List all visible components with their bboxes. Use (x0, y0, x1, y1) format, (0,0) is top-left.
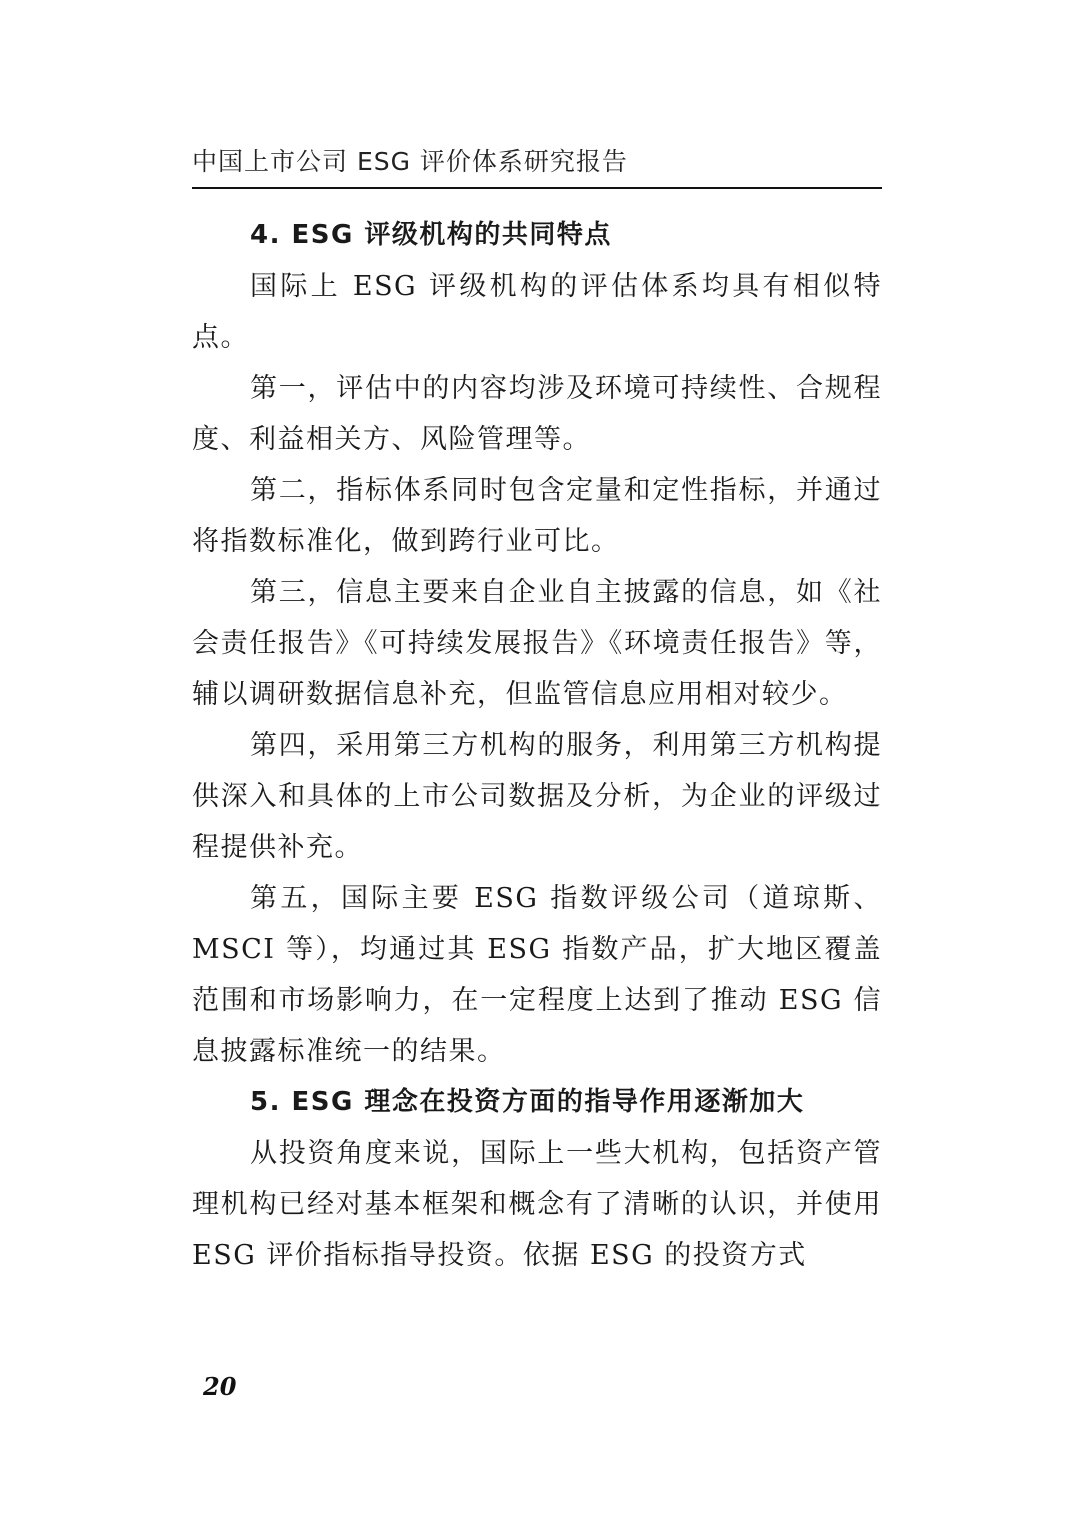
paragraph: 第二，指标体系同时包含定量和定性指标，并通过将指数标准化，做到跨行业可比。 (192, 475, 882, 557)
header-divider (192, 187, 882, 189)
paragraph: 国际上 ESG 评级机构的评估体系均具有相似特点。 (192, 271, 882, 353)
section-heading-4: 4. ESG 评级机构的共同特点 (250, 220, 612, 250)
paragraph: 第四，采用第三方机构的服务，利用第三方机构提供深入和具体的上市公司数据及分析，为企业的评级过程提供补充。 (192, 730, 882, 863)
paragraph: 第三，信息主要来自企业自主披露的信息，如《社会责任报告》《可持续发展报告》《环境责任报告》等，辅以调研数据信息补充，但监管信息应用相对较少。 (192, 577, 882, 710)
paragraph: 从投资角度来说，国际上一些大机构，包括资产管理机构已经对基本框架和概念有了清晰的认识，并使用 ESG 评价指标指导投资。依据 ESG 的投资方式 (192, 1138, 882, 1271)
running-header-title: 中国上市公司 ESG 评价体系研究报告 (192, 147, 628, 176)
paragraph: 第一，评估中的内容均涉及环境可持续性、合规程度、利益相关方、风险管理等。 (192, 373, 882, 455)
section-heading-5: 5. ESG 理念在投资方面的指导作用逐渐加大 (250, 1087, 805, 1117)
page-number: 20 (203, 1372, 237, 1401)
paragraph: 第五，国际主要 ESG 指数评级公司（道琼斯、MSCI 等），均通过其 ESG 指数产品，扩大地区覆盖范围和市场影响力，在一定程度上达到了推动 ESG 信息披露标准统一的结果。 (192, 883, 882, 1067)
page-body (192, 210, 882, 1281)
